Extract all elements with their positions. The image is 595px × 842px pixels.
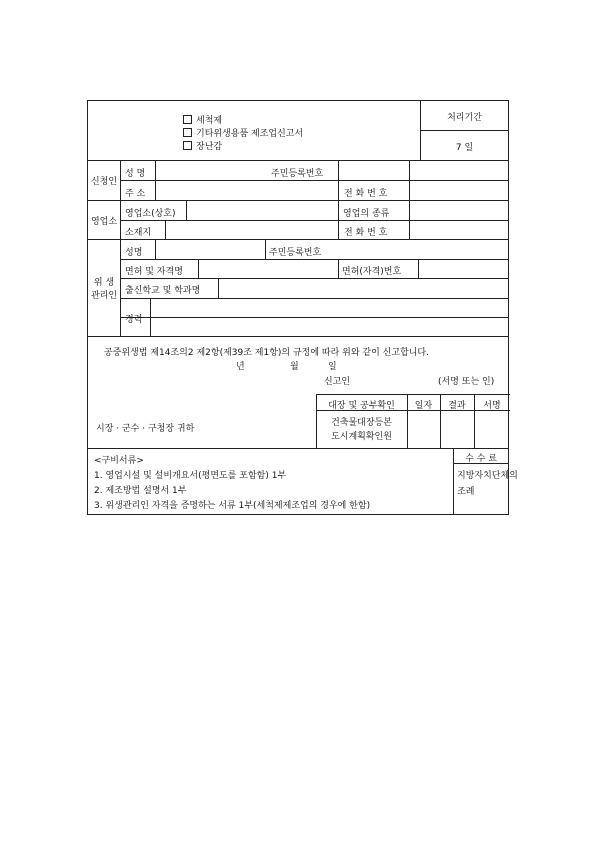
declaration-form [87, 100, 518, 515]
checkbox-icon[interactable] [183, 128, 192, 137]
option-toys: 장난감 [183, 139, 222, 152]
documents-list [88, 449, 454, 514]
business-label: 영업소 [88, 201, 121, 239]
date-day: 일 [328, 362, 337, 372]
manager-section [88, 240, 508, 337]
verification-header-result: 결과 [448, 401, 466, 411]
applicant-name-label: 성 명 [125, 169, 146, 179]
checkbox-icon[interactable] [183, 115, 192, 124]
fee-label: 수 수 료 [465, 454, 497, 464]
applicant-rrn-label: 주민등록번호 [271, 169, 324, 179]
business-section [88, 201, 508, 240]
form-title-area [88, 101, 421, 160]
manager-license-label: 면허 및 자격명 [125, 267, 183, 277]
business-type-label: 영업의 종류 [343, 209, 390, 219]
manager-rrn-label: 주민등록번호 [269, 248, 322, 258]
manager-label [88, 240, 121, 336]
verification-city-plan: 도시계획확인원 [331, 432, 392, 442]
declaration-text: 공중위생법 제14조의2 제2항(제39조 제1항)의 규정에 따라 위와 같이 신고합니다. [104, 348, 429, 358]
business-trade-name-label: 영업소(상호) [125, 209, 176, 219]
applicant-sign-label: 신고인 [324, 377, 351, 387]
form-header [88, 101, 508, 161]
applicant-label: 신청인 [88, 161, 121, 200]
verification-header-docs: 대장 및 공부확인 [328, 401, 395, 411]
option-hygiene-products: 기타위생용품 제조업신고서 [183, 126, 303, 139]
documents-section [88, 449, 518, 514]
documents-title: <구비서류> [94, 456, 144, 466]
manager-school-label: 출신학교 및 학과명 [125, 286, 201, 296]
business-phone-label: 전 화 번 호 [344, 228, 388, 238]
manager-label-line2: 관리인 [90, 291, 118, 301]
fee-value-line2: 조례 [457, 487, 475, 497]
verification-building-register: 건축물대장등본 [331, 418, 392, 428]
document-item: 3. 위생관리인 자격을 증명하는 서류 1부(세척제제조업의 경우에 한함) [94, 501, 371, 511]
fee-value-line1: 지방자치단체의 [457, 471, 518, 481]
sign-or-seal-label: (서명 또는 인) [438, 377, 495, 387]
checkbox-icon[interactable] [183, 141, 192, 150]
processing-period-label: 처리기간 [447, 113, 482, 123]
manager-label-line1: 위 생 [93, 278, 115, 288]
business-location-label: 소재지 [125, 228, 152, 238]
declaration-section [88, 337, 508, 449]
document-item: 1. 영업시설 및 설비개요서(평면도를 포함함) 1부 [94, 471, 287, 481]
applicant-section [88, 161, 508, 201]
option-cleaner: 세척제 [183, 113, 222, 126]
document-item: 2. 제조방법 설명서 1부 [94, 486, 187, 496]
processing-period-value: 7 일 [455, 143, 474, 153]
applicant-address-label: 주 소 [125, 189, 146, 199]
applicant-phone-label: 전 화 번 호 [344, 189, 388, 199]
verification-table [316, 394, 510, 449]
date-year: 년 [236, 362, 245, 372]
processing-period [421, 101, 508, 160]
manager-name-label: 성명 [125, 248, 143, 258]
recipient-label: 시장 · 군수 · 구청장 귀하 [96, 424, 195, 434]
manager-career-label: 경력 [125, 315, 143, 325]
manager-license-no-label: 면허(자격)번호 [342, 267, 402, 277]
verification-header-date: 일자 [414, 401, 433, 411]
date-month: 월 [290, 362, 299, 372]
fee-area [454, 449, 518, 514]
verification-header-sign: 서명 [483, 401, 501, 411]
